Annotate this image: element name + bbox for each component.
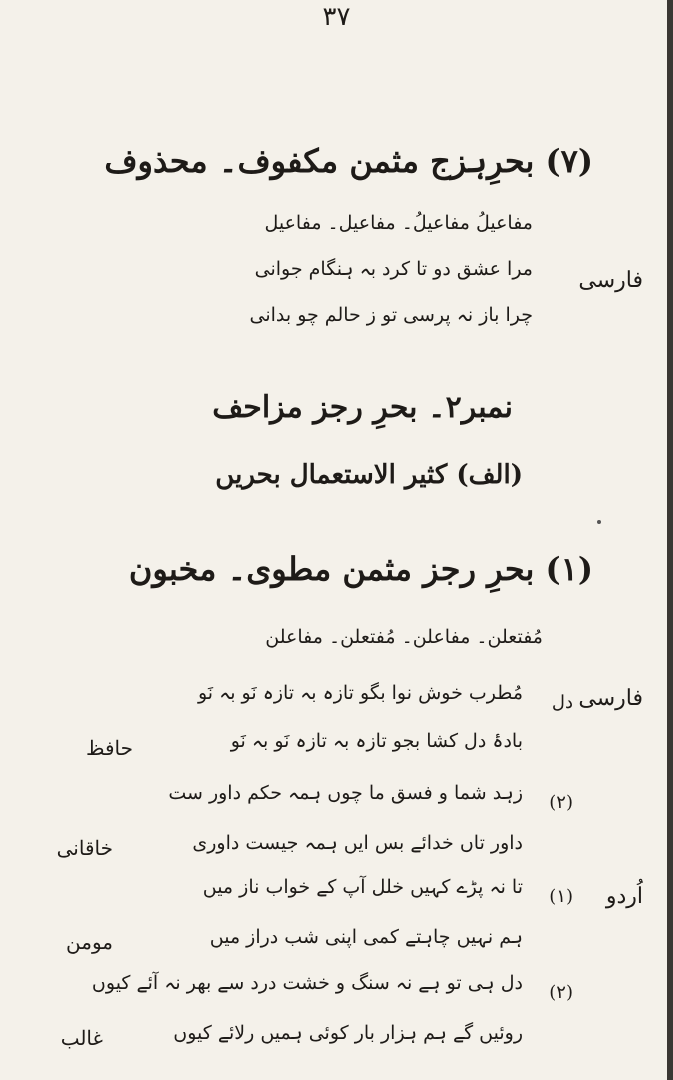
urdu-entry-2-poet: غالب [60,1026,103,1050]
section1-language: فارسی [578,268,643,293]
urdu-language-label: اُردو [605,884,643,909]
section1-meter: مفاعیلُ مفاعیلُ۔ مفاعیل۔ مفاعیل [264,212,533,234]
farsi-entry-2-line-2: داور تاں خدائے بس ایں ہمہ جیست داوری [192,832,523,854]
urdu-entry-2-line-1: دل ہی تو ہے نہ سنگ و خشت درد سے بھر نہ آئے کیوں [91,972,523,994]
ink-speck [597,520,601,524]
farsi-entry-2-number: (۲) [549,792,573,813]
urdu-entry-2-number: (۲) [549,982,573,1003]
urdu-entry-1-number: (۱) [549,886,573,907]
section2-heading: نمبر۲۔ بحرِ رجز مزاحف [212,390,513,425]
section2-meter: مُفتعلن۔ مفاعلن۔ مُفتعلن۔ مفاعلن [265,626,543,648]
farsi-entry-1-number: دل [551,692,573,713]
urdu-entry-1-poet: مومن [66,930,113,954]
section1-verse-1: مرا عشق دو تا کرد بہ ہنگام جوانی [254,258,533,280]
farsi-entry-1-line-1: مُطرب خوش نوا بگو تازہ بہ تازہ نَو بہ نَو [197,682,523,704]
page-number: ۳۷ [322,2,351,32]
section1-verse-2: چرا باز نہ پرسی تو ز حالم چو بدانی [249,304,533,326]
farsi-language-label: فارسی [578,686,643,711]
section1-heading: (۷) بحرِہزج مثمن مکفوف۔ محذوف [104,142,593,180]
farsi-entry-1-line-2: بادۂ دل کشا بجو تازہ بہ تازہ نَو بہ نَو [230,730,523,752]
farsi-entry-2-line-1: زہد شما و فسق ما چوں ہمہ حکم داور ست [168,782,523,804]
page-edge-shadow [667,0,673,1080]
urdu-entry-2-line-2: روئیں گے ہم ہزار بار کوئی ہمیں رلائے کیوں [173,1022,523,1044]
section2-subheading: (الف) کثیر الاستعمال بحریں [215,460,523,490]
farsi-entry-1-poet: حافظ [85,736,133,760]
farsi-entry-2-poet: خاقانی [56,836,113,860]
section2-meter-heading: (۱) بحرِ رجز مثمن مطوی۔ مخبون [128,550,593,588]
urdu-entry-1-line-1: تا نہ پڑے کہیں خلل آپ کے خواب ناز میں [202,876,523,898]
urdu-entry-1-line-2: ہم نہیں چاہتے کمی اپنی شب دراز میں [209,926,523,948]
